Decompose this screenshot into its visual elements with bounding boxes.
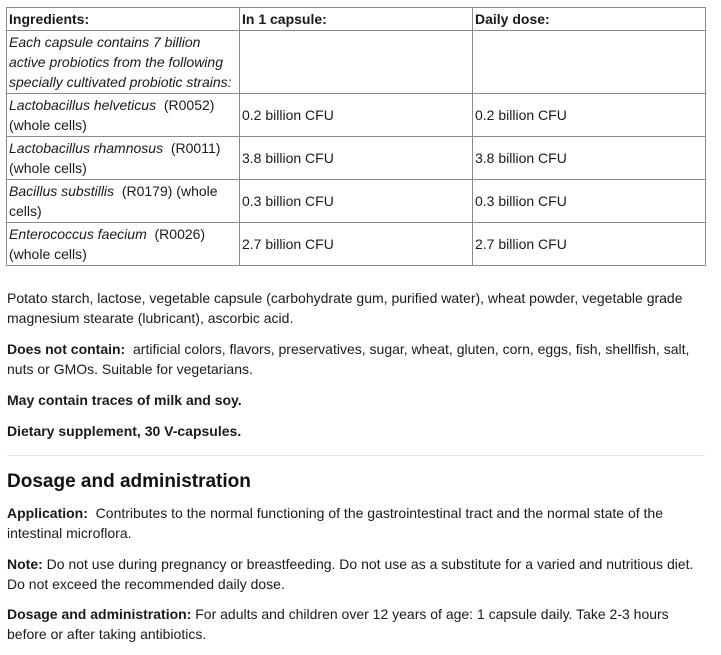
empty-cell	[240, 31, 473, 94]
application-label: Application:	[7, 505, 88, 521]
strain-cell	[7, 180, 240, 223]
strain-name: Lactobacillus rhamnosus	[9, 140, 164, 156]
section-title: Dosage and administration	[7, 471, 251, 492]
strain-name: Bacillus substillis	[9, 183, 115, 199]
empty-cell	[473, 31, 706, 94]
strain-cell	[7, 137, 240, 180]
daily-amount: 0.3 billion CFU	[473, 180, 706, 223]
dosage-label: Dosage and administration:	[7, 606, 192, 622]
header-in-one-capsule: In 1 capsule:	[240, 8, 473, 31]
daily-amount: 2.7 billion CFU	[473, 223, 706, 266]
table-row	[7, 94, 706, 137]
note-paragraph	[7, 554, 707, 594]
dosage-text: For adults and children over 12 years of age: 1 capsule daily. Take 2-3 hours before or after taking antibiotics.	[7, 606, 669, 642]
other-ingredients: Potato starch, lactose, vegetable capsule (carbohydrate gum, purified water), wheat powder, vegetable grade magnesium stearate (lubricant), ascorbic acid.	[7, 290, 683, 326]
strain-detail: (R0011) (whole cells)	[9, 140, 221, 176]
daily-amount: 3.8 billion CFU	[473, 137, 706, 180]
table-header-row	[7, 8, 706, 31]
ingredients-table	[6, 7, 706, 266]
note-label: Note:	[7, 556, 43, 572]
application-text: Contributes to the normal functioning of the gastrointestinal tract and the normal state of the intestinal microflora.	[7, 505, 663, 541]
supplement-note: Dietary supplement, 30 V-capsules.	[7, 423, 242, 439]
intro-text: Each capsule contains 7 billion active probiotics from the following specially cultivated probiotic strains:	[7, 31, 240, 94]
header-daily-dose: Daily dose:	[473, 8, 706, 31]
capsule-amount: 0.3 billion CFU	[240, 180, 473, 223]
capsule-amount: 3.8 billion CFU	[240, 137, 473, 180]
does-not-contain	[7, 339, 707, 379]
table-intro-row	[7, 31, 706, 94]
section-divider	[7, 455, 705, 456]
capsule-amount: 0.2 billion CFU	[240, 94, 473, 137]
strain-name: Enterococcus faecium	[9, 226, 147, 242]
header-ingredients: Ingredients:	[7, 8, 240, 31]
strain-detail: (R0026) (whole cells)	[9, 226, 206, 262]
daily-amount: 0.2 billion CFU	[473, 94, 706, 137]
dosage-paragraph	[7, 604, 707, 644]
table-row	[7, 223, 706, 266]
strain-name: Lactobacillus helveticus	[9, 97, 157, 113]
note-text: Do not use during pregnancy or breastfeeding. Do not use as a substitute for a varied and nutritious diet. Do not exceed the recommended daily dose.	[7, 556, 694, 592]
strain-cell	[7, 223, 240, 266]
capsule-amount: 2.7 billion CFU	[240, 223, 473, 266]
table-row	[7, 180, 706, 223]
application-paragraph	[7, 503, 707, 543]
strain-detail: (R0179) (whole cells)	[9, 183, 218, 219]
does-not-contain-text: artificial colors, flavors, preservatives, sugar, wheat, gluten, corn, eggs, fish, shellfish, salt, nuts or GMOs. Suitable for vegetarians.	[7, 341, 690, 377]
traces-note: May contain traces of milk and soy.	[7, 392, 242, 408]
does-not-contain-label: Does not contain:	[7, 341, 126, 357]
table-row	[7, 137, 706, 180]
strain-cell	[7, 94, 240, 137]
strain-detail: (R0052) (whole cells)	[9, 97, 215, 133]
